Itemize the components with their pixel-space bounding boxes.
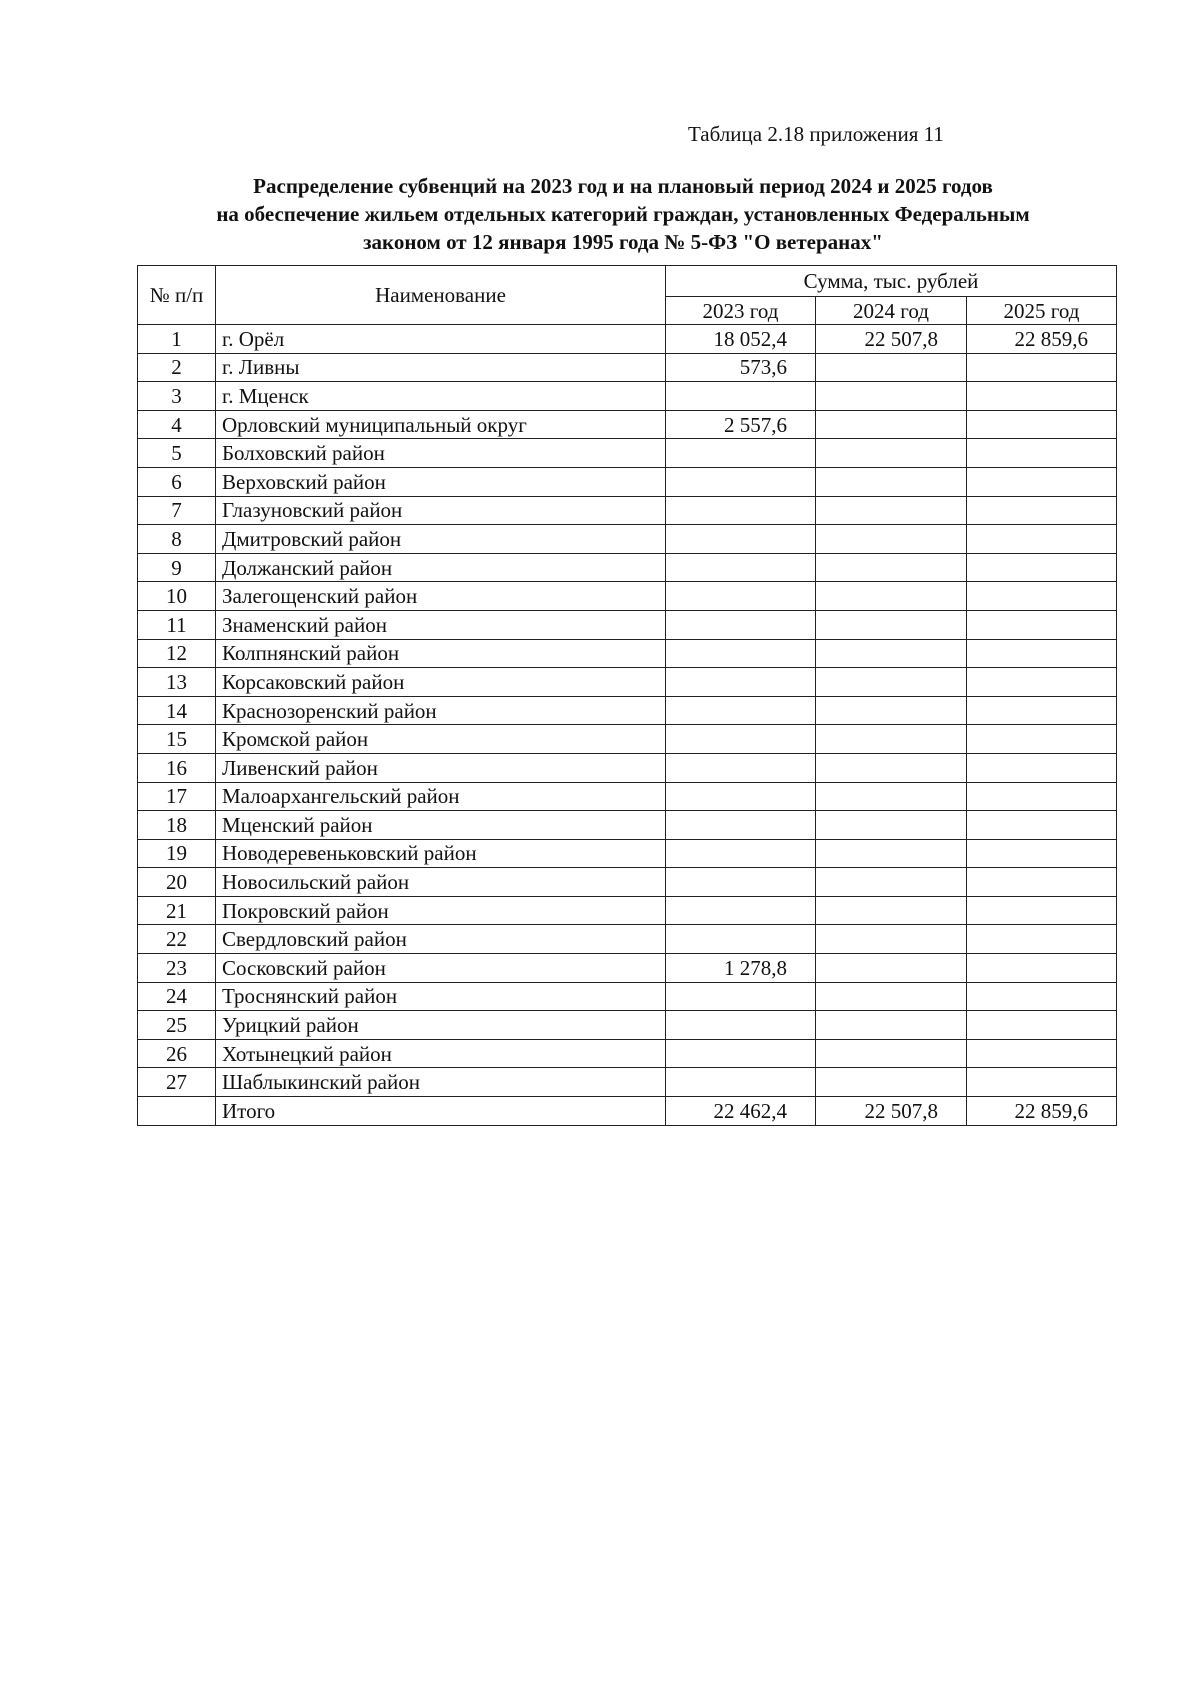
- row-name: Покровский район: [216, 896, 666, 925]
- row-value-2023: 18 052,4: [666, 325, 816, 354]
- row-name: Новодеревеньковский район: [216, 839, 666, 868]
- row-value-2025: [967, 410, 1117, 439]
- table-row: [138, 839, 1117, 868]
- row-value-2023: 2 557,6: [666, 410, 816, 439]
- row-value-2024: [816, 896, 967, 925]
- row-number: 17: [138, 782, 216, 811]
- row-value-2024: [816, 410, 967, 439]
- table-row: [138, 439, 1117, 468]
- row-value-2025: [967, 868, 1117, 897]
- row-value-2025: 22 859,6: [967, 325, 1117, 354]
- row-value-2025: [967, 1068, 1117, 1097]
- row-name: Свердловский район: [216, 925, 666, 954]
- row-value-2025: [967, 382, 1117, 411]
- row-value-2023: [666, 753, 816, 782]
- row-number: 19: [138, 839, 216, 868]
- row-value-2024: [816, 496, 967, 525]
- table-row: [138, 668, 1117, 697]
- row-value-2024: [816, 925, 967, 954]
- row-value-2023: [666, 1068, 816, 1097]
- row-number: 3: [138, 382, 216, 411]
- row-number: 23: [138, 954, 216, 983]
- row-value-2024: [816, 353, 967, 382]
- row-value-2023: [666, 725, 816, 754]
- table-row: [138, 982, 1117, 1011]
- row-value-2024: [816, 696, 967, 725]
- row-number: 10: [138, 582, 216, 611]
- row-number: 14: [138, 696, 216, 725]
- row-value-2024: [816, 839, 967, 868]
- table-body: [138, 325, 1117, 1097]
- row-value-2023: [666, 496, 816, 525]
- total-2024: 22 507,8: [816, 1097, 967, 1126]
- total-label: Итого: [216, 1097, 666, 1126]
- row-value-2025: [967, 725, 1117, 754]
- table-row: [138, 496, 1117, 525]
- row-value-2025: [967, 839, 1117, 868]
- row-number: 8: [138, 525, 216, 554]
- table-row: [138, 610, 1117, 639]
- row-value-2024: [816, 668, 967, 697]
- row-value-2023: [666, 382, 816, 411]
- row-value-2025: [967, 582, 1117, 611]
- row-number: 5: [138, 439, 216, 468]
- row-value-2025: [967, 639, 1117, 668]
- row-name: Ливенский район: [216, 753, 666, 782]
- row-value-2024: [816, 811, 967, 840]
- row-number: 18: [138, 811, 216, 840]
- row-name: Колпнянский район: [216, 639, 666, 668]
- row-name: Мценский район: [216, 811, 666, 840]
- row-value-2025: [967, 811, 1117, 840]
- row-number: 22: [138, 925, 216, 954]
- table-row: [138, 639, 1117, 668]
- row-number: 11: [138, 610, 216, 639]
- row-value-2023: [666, 868, 816, 897]
- row-value-2024: [816, 868, 967, 897]
- title-line: законом от 12 января 1995 года № 5-ФЗ "О ветеранах": [363, 230, 883, 254]
- row-value-2024: [816, 439, 967, 468]
- row-value-2025: [967, 496, 1117, 525]
- table-row: [138, 325, 1117, 354]
- row-number: 6: [138, 467, 216, 496]
- row-value-2025: [967, 439, 1117, 468]
- row-value-2024: [816, 382, 967, 411]
- row-value-2023: [666, 896, 816, 925]
- header-year-2024: 2024 год: [816, 297, 967, 325]
- row-value-2025: [967, 982, 1117, 1011]
- row-number: 4: [138, 410, 216, 439]
- row-value-2025: [967, 353, 1117, 382]
- row-name: г. Ливны: [216, 353, 666, 382]
- row-value-2025: [967, 896, 1117, 925]
- row-value-2023: [666, 925, 816, 954]
- row-value-2025: [967, 610, 1117, 639]
- row-value-2024: [816, 1011, 967, 1040]
- row-value-2023: [666, 668, 816, 697]
- row-value-2023: [666, 582, 816, 611]
- table-row: [138, 353, 1117, 382]
- row-value-2024: [816, 982, 967, 1011]
- table-row: [138, 410, 1117, 439]
- row-name: г. Орёл: [216, 325, 666, 354]
- table-row: [138, 725, 1117, 754]
- table-row: [138, 696, 1117, 725]
- row-value-2025: [967, 753, 1117, 782]
- row-name: Должанский район: [216, 553, 666, 582]
- row-value-2023: [666, 553, 816, 582]
- row-value-2025: [967, 782, 1117, 811]
- table-row: [138, 1039, 1117, 1068]
- total-row: [138, 1097, 1117, 1126]
- row-value-2025: [967, 1011, 1117, 1040]
- row-value-2023: [666, 982, 816, 1011]
- row-value-2025: [967, 553, 1117, 582]
- row-value-2024: [816, 753, 967, 782]
- row-value-2023: [666, 696, 816, 725]
- row-number: 21: [138, 896, 216, 925]
- row-number: 20: [138, 868, 216, 897]
- row-value-2023: 1 278,8: [666, 954, 816, 983]
- row-value-2023: [666, 782, 816, 811]
- row-value-2024: [816, 1068, 967, 1097]
- row-value-2024: [816, 525, 967, 554]
- table-row: [138, 868, 1117, 897]
- row-value-2024: [816, 639, 967, 668]
- table-row: [138, 753, 1117, 782]
- row-value-2025: [967, 467, 1117, 496]
- document-title: [130, 172, 1116, 256]
- subsidy-table: [137, 265, 1117, 1126]
- row-value-2024: [816, 782, 967, 811]
- total-2025: 22 859,6: [967, 1097, 1117, 1126]
- row-number: 27: [138, 1068, 216, 1097]
- row-name: Новосильский район: [216, 868, 666, 897]
- row-value-2023: [666, 439, 816, 468]
- row-value-2025: [967, 525, 1117, 554]
- table-reference: Таблица 2.18 приложения 11: [688, 122, 944, 146]
- total-num-cell: [138, 1097, 216, 1126]
- table-row: [138, 925, 1117, 954]
- row-value-2023: [666, 639, 816, 668]
- row-number: 15: [138, 725, 216, 754]
- table-row: [138, 525, 1117, 554]
- row-value-2024: [816, 582, 967, 611]
- row-value-2023: [666, 839, 816, 868]
- row-name: Малоархангельский район: [216, 782, 666, 811]
- row-number: 7: [138, 496, 216, 525]
- table-row: [138, 553, 1117, 582]
- row-name: Кромской район: [216, 725, 666, 754]
- row-name: Троснянский район: [216, 982, 666, 1011]
- row-name: г. Мценск: [216, 382, 666, 411]
- row-value-2024: [816, 467, 967, 496]
- row-name: Дмитровский район: [216, 525, 666, 554]
- row-value-2023: [666, 467, 816, 496]
- row-value-2023: [666, 1039, 816, 1068]
- row-value-2025: [967, 668, 1117, 697]
- row-value-2024: [816, 1039, 967, 1068]
- title-line: Распределение субвенций на 2023 год и на плановый период 2024 и 2025 годов: [253, 174, 993, 198]
- row-value-2024: 22 507,8: [816, 325, 967, 354]
- row-number: 25: [138, 1011, 216, 1040]
- row-value-2024: [816, 954, 967, 983]
- table-row: [138, 811, 1117, 840]
- row-name: Залегощенский район: [216, 582, 666, 611]
- row-name: Урицкий район: [216, 1011, 666, 1040]
- row-value-2023: [666, 525, 816, 554]
- row-name: Сосковский район: [216, 954, 666, 983]
- row-name: Шаблыкинский район: [216, 1068, 666, 1097]
- row-number: 13: [138, 668, 216, 697]
- table-row: [138, 1011, 1117, 1040]
- table-row: [138, 582, 1117, 611]
- table-row: [138, 896, 1117, 925]
- row-name: Хотынецкий район: [216, 1039, 666, 1068]
- row-value-2023: 573,6: [666, 353, 816, 382]
- row-name: Знаменский район: [216, 610, 666, 639]
- row-name: Орловский муниципальный округ: [216, 410, 666, 439]
- row-value-2025: [967, 925, 1117, 954]
- row-value-2025: [967, 954, 1117, 983]
- table-row: [138, 467, 1117, 496]
- row-number: 12: [138, 639, 216, 668]
- row-name: Глазуновский район: [216, 496, 666, 525]
- row-value-2024: [816, 725, 967, 754]
- row-value-2025: [967, 1039, 1117, 1068]
- header-num: № п/п: [138, 266, 216, 325]
- row-name: Краснозоренский район: [216, 696, 666, 725]
- row-number: 2: [138, 353, 216, 382]
- row-number: 24: [138, 982, 216, 1011]
- row-value-2023: [666, 610, 816, 639]
- row-value-2023: [666, 1011, 816, 1040]
- row-value-2025: [967, 696, 1117, 725]
- title-line: на обеспечение жильем отдельных категорий граждан, установленных Федеральным: [216, 202, 1030, 226]
- row-value-2024: [816, 610, 967, 639]
- header-year-2023: 2023 год: [666, 297, 816, 325]
- row-number: 26: [138, 1039, 216, 1068]
- row-value-2023: [666, 811, 816, 840]
- table-row: [138, 954, 1117, 983]
- row-number: 16: [138, 753, 216, 782]
- header-year-2025: 2025 год: [967, 297, 1117, 325]
- row-value-2024: [816, 553, 967, 582]
- total-2023: 22 462,4: [666, 1097, 816, 1126]
- table-row: [138, 1068, 1117, 1097]
- table-row: [138, 782, 1117, 811]
- header-name: Наименование: [216, 266, 666, 325]
- row-number: 9: [138, 553, 216, 582]
- row-name: Корсаковский район: [216, 668, 666, 697]
- row-number: 1: [138, 325, 216, 354]
- table-row: [138, 382, 1117, 411]
- row-name: Верховский район: [216, 467, 666, 496]
- header-sum: Сумма, тыс. рублей: [666, 266, 1117, 297]
- row-name: Болховский район: [216, 439, 666, 468]
